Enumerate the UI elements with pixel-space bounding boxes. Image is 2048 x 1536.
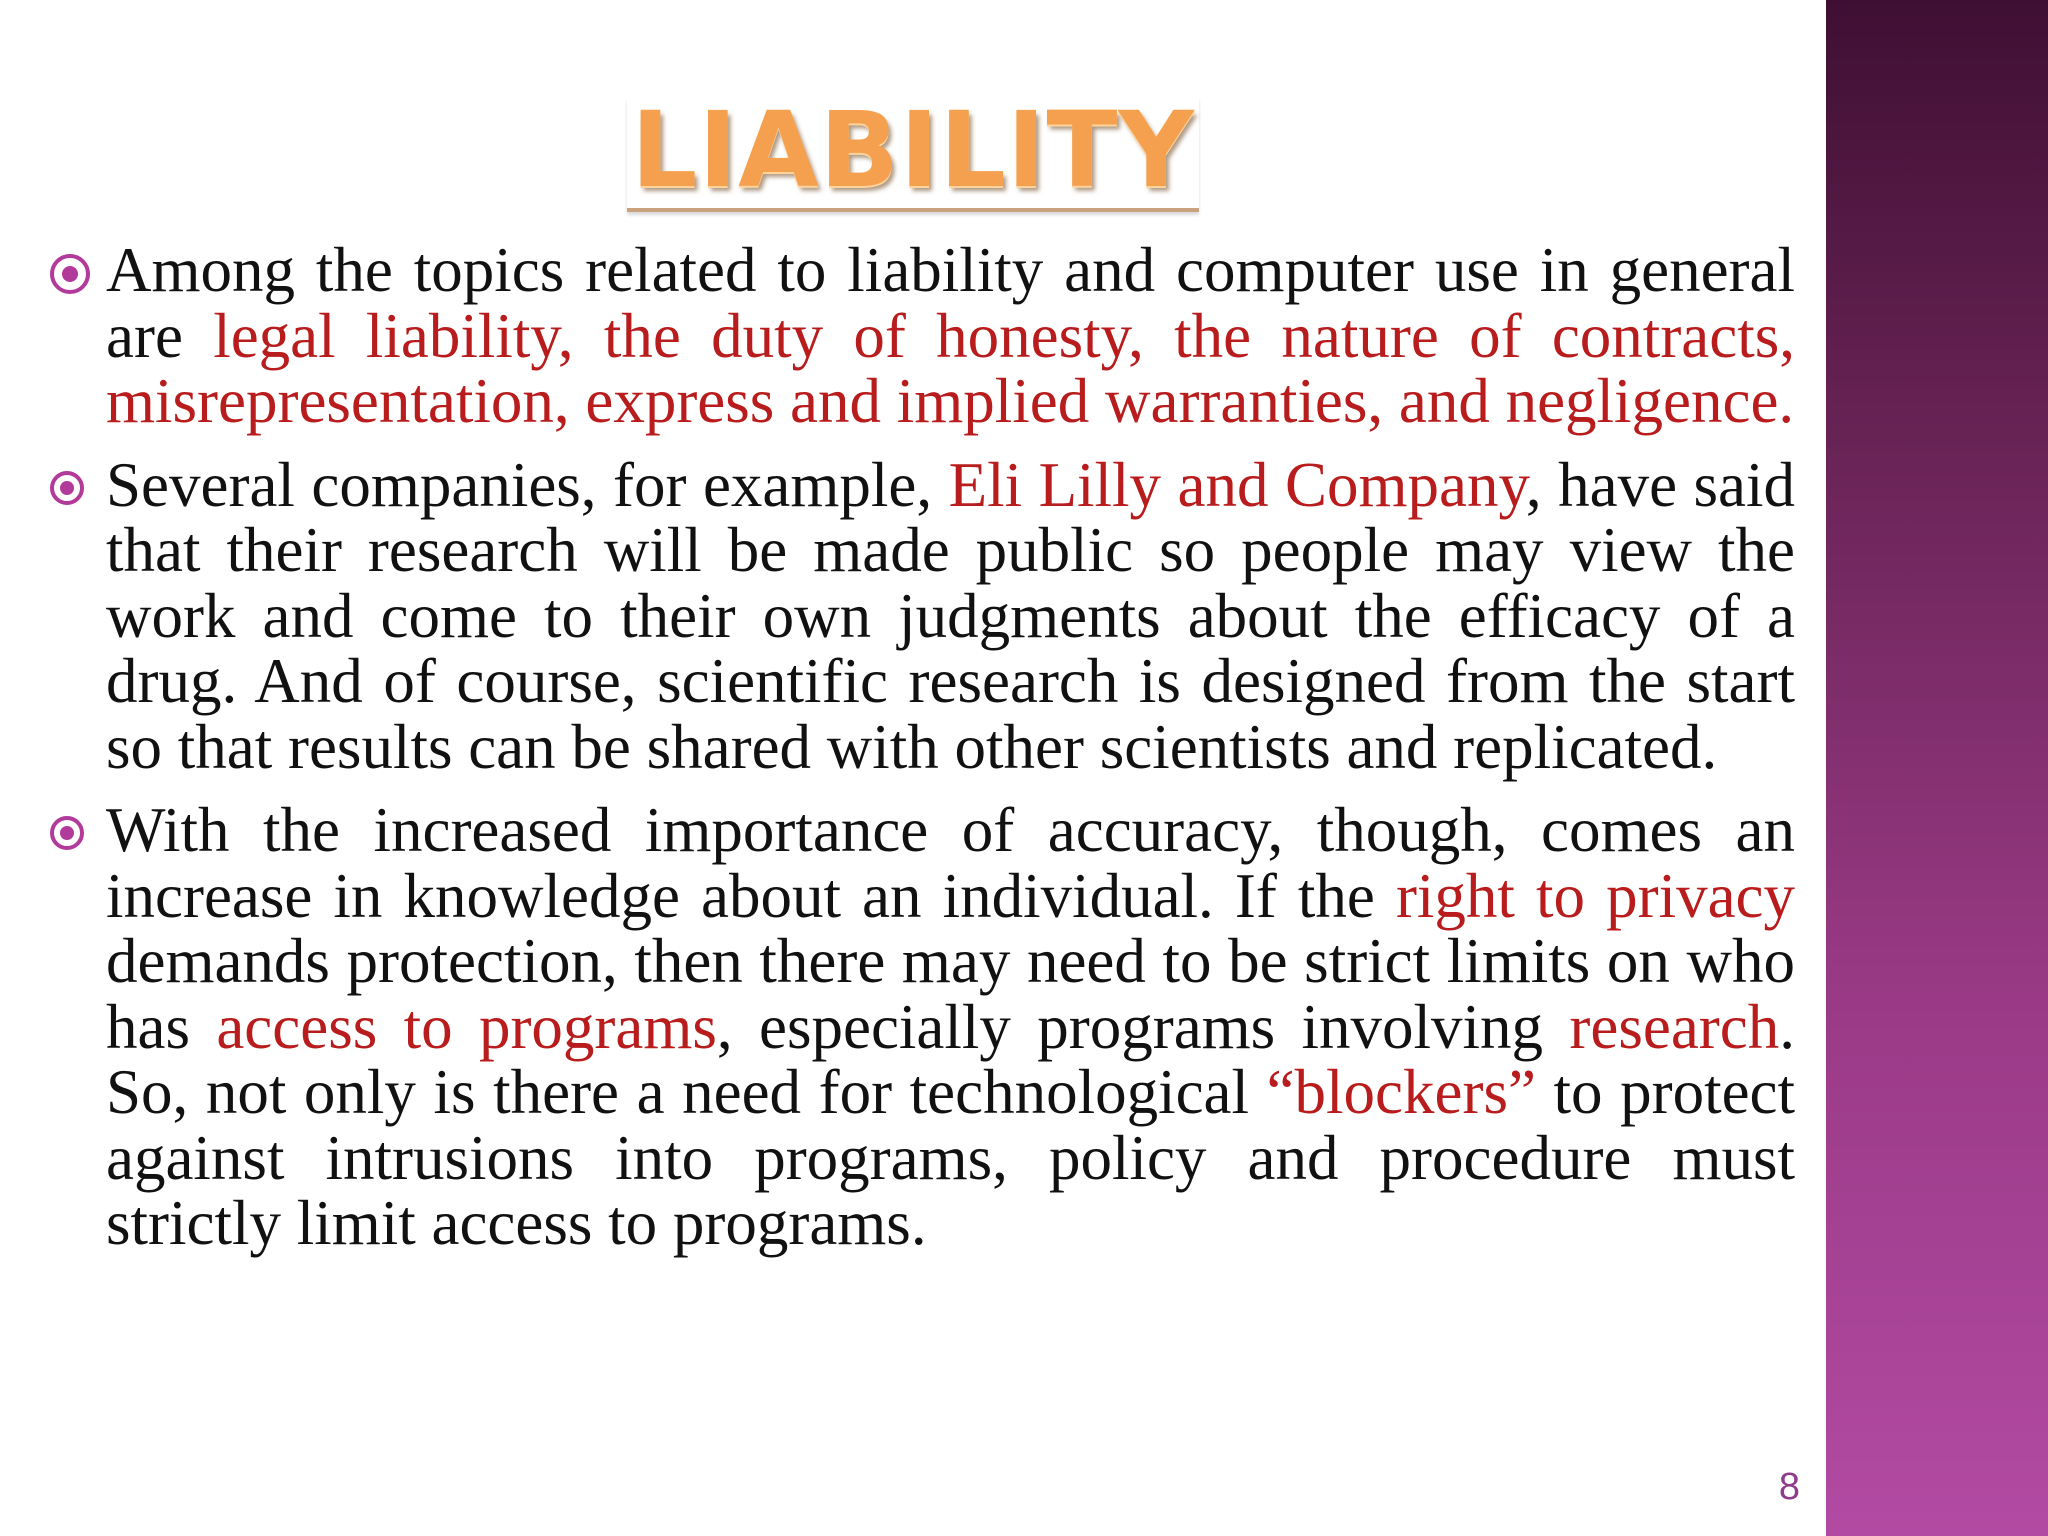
bullet-circle-icon — [50, 816, 84, 850]
bullet-1-segment-1: Among the topics related to liability and computer use in general are — [106, 235, 1795, 371]
bullet-item-3 — [50, 795, 1795, 1258]
bullet-3-segment-1: With the increased importance of accuracy, though, comes an increase in knowledge about an individual. If the — [106, 795, 1795, 931]
bullet-item-2 — [50, 449, 1795, 782]
bullet-2-segment-2: , have said that their research will be made public so people may view the work and come to their own judgments about the efficacy of a drug. And of course, scientific research is designed from the start so that results can be shared with other scientists and replicated. — [106, 449, 1795, 782]
bullet-2-highlight-1: Eli Lilly and Company — [948, 449, 1526, 520]
bullet-3-highlight-3: research — [1569, 991, 1780, 1062]
bullet-3-highlight-4: “blockers” — [1266, 1057, 1536, 1127]
decorative-side-band — [1826, 0, 2048, 1536]
bullet-circle-icon — [50, 471, 84, 505]
bullet-3-segment-3: , especially programs involving — [716, 991, 1570, 1062]
bullet-3-segment-5: to protect against intrusions into programs, policy and procedure must strictly limit access to programs. — [106, 1057, 1795, 1258]
bullet-3-highlight-2: access to programs — [216, 991, 717, 1062]
slide-title-text: LIABILITY — [627, 98, 1199, 212]
bullet-item-1 — [50, 235, 1795, 436]
bullet-list — [50, 235, 1795, 1275]
page-number: 8 — [1778, 1466, 1800, 1508]
bullet-3-segment-4: . So, not only is there a need for technological — [106, 991, 1795, 1127]
slide-title — [0, 89, 1826, 212]
bullet-3-highlight-1: right to privacy — [1395, 860, 1795, 931]
bullet-circle-icon — [50, 254, 90, 294]
bullet-2-segment-1: Several companies, for example, — [106, 449, 949, 520]
bullet-1-highlight-1: legal liability, the duty of honesty, the nature of contracts, misrepresentation, express and implied warranties, and negligence. — [106, 300, 1795, 436]
bullet-3-segment-2: demands protection, then there may need to be strict limits on who has — [106, 926, 1795, 1062]
